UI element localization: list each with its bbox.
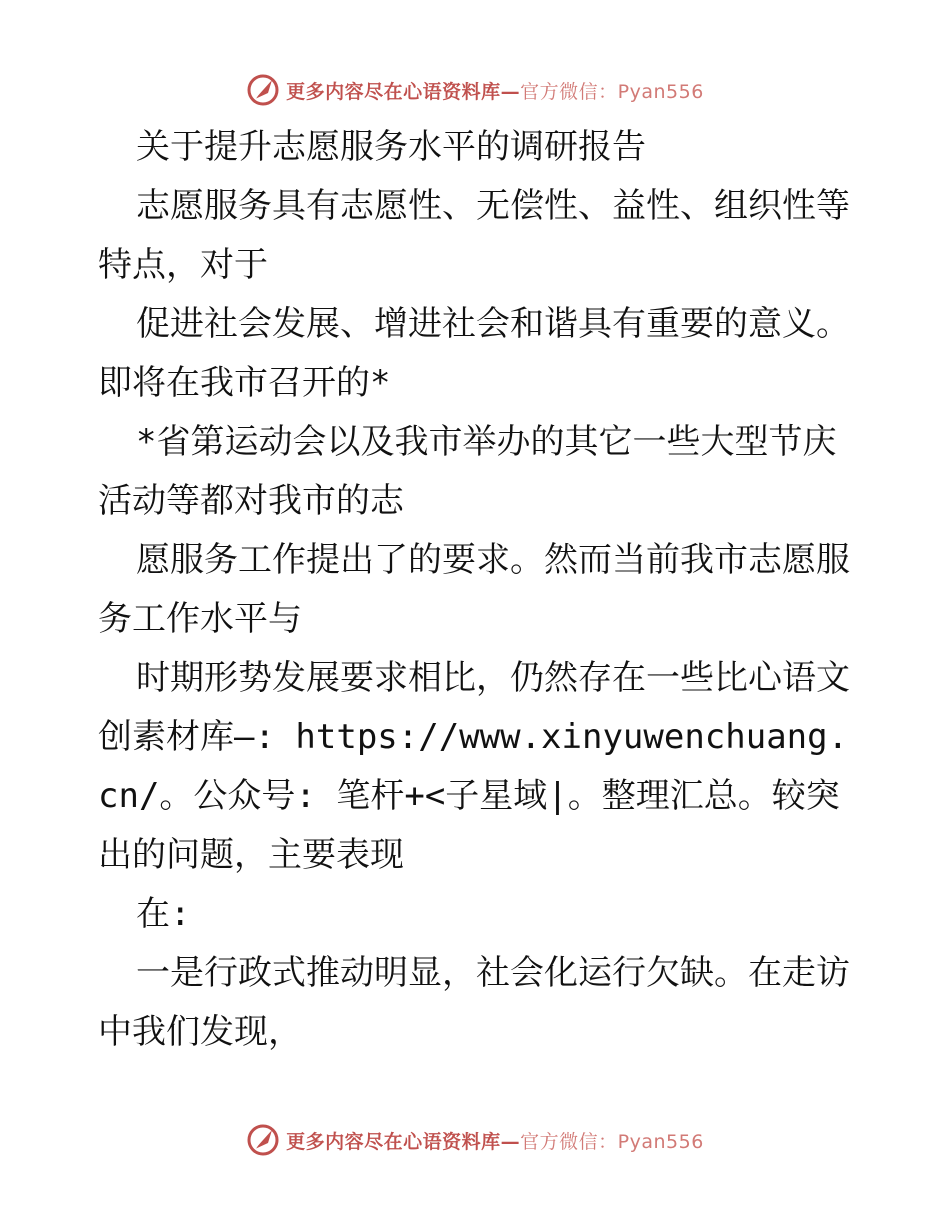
paragraph: 促进社会发展、增进社会和谐具有重要的意义。即将在我市召开的* <box>98 304 850 403</box>
banner-text: 更多内容尽在心语资料库—官方微信：Pyan556 <box>286 1130 704 1153</box>
paragraph: 一是行政式推动明显，社会化运行欠缺。在走访中我们发现， <box>98 953 850 1052</box>
header-banner <box>0 70 950 110</box>
quill-logo-icon <box>246 73 280 107</box>
document-body <box>98 118 858 1062</box>
paragraph: 愿服务工作提出了的要求。然而当前我市志愿服务工作水平与 <box>98 540 850 639</box>
paragraph: 在: <box>136 894 191 934</box>
paragraph: 时期形势发展要求相比，仍然存在一些比心语文创素材库—: https://www.xinyuwenchuang.cn/。公众号: 笔杆+<子星域|。整理汇总。较突出的问题，主要表现 <box>98 658 850 875</box>
paragraph: *省第运动会以及我市举办的其它一些大型节庆活动等都对我市的志 <box>98 422 837 521</box>
banner-text: 更多内容尽在心语资料库—官方微信：Pyan556 <box>286 80 704 103</box>
quill-logo-icon <box>246 1123 280 1157</box>
paragraph: 志愿服务具有志愿性、无偿性、益性、组织性等特点，对于 <box>98 186 850 285</box>
document-title: 关于提升志愿服务水平的调研报告 <box>136 127 646 167</box>
footer-banner <box>0 1120 950 1160</box>
